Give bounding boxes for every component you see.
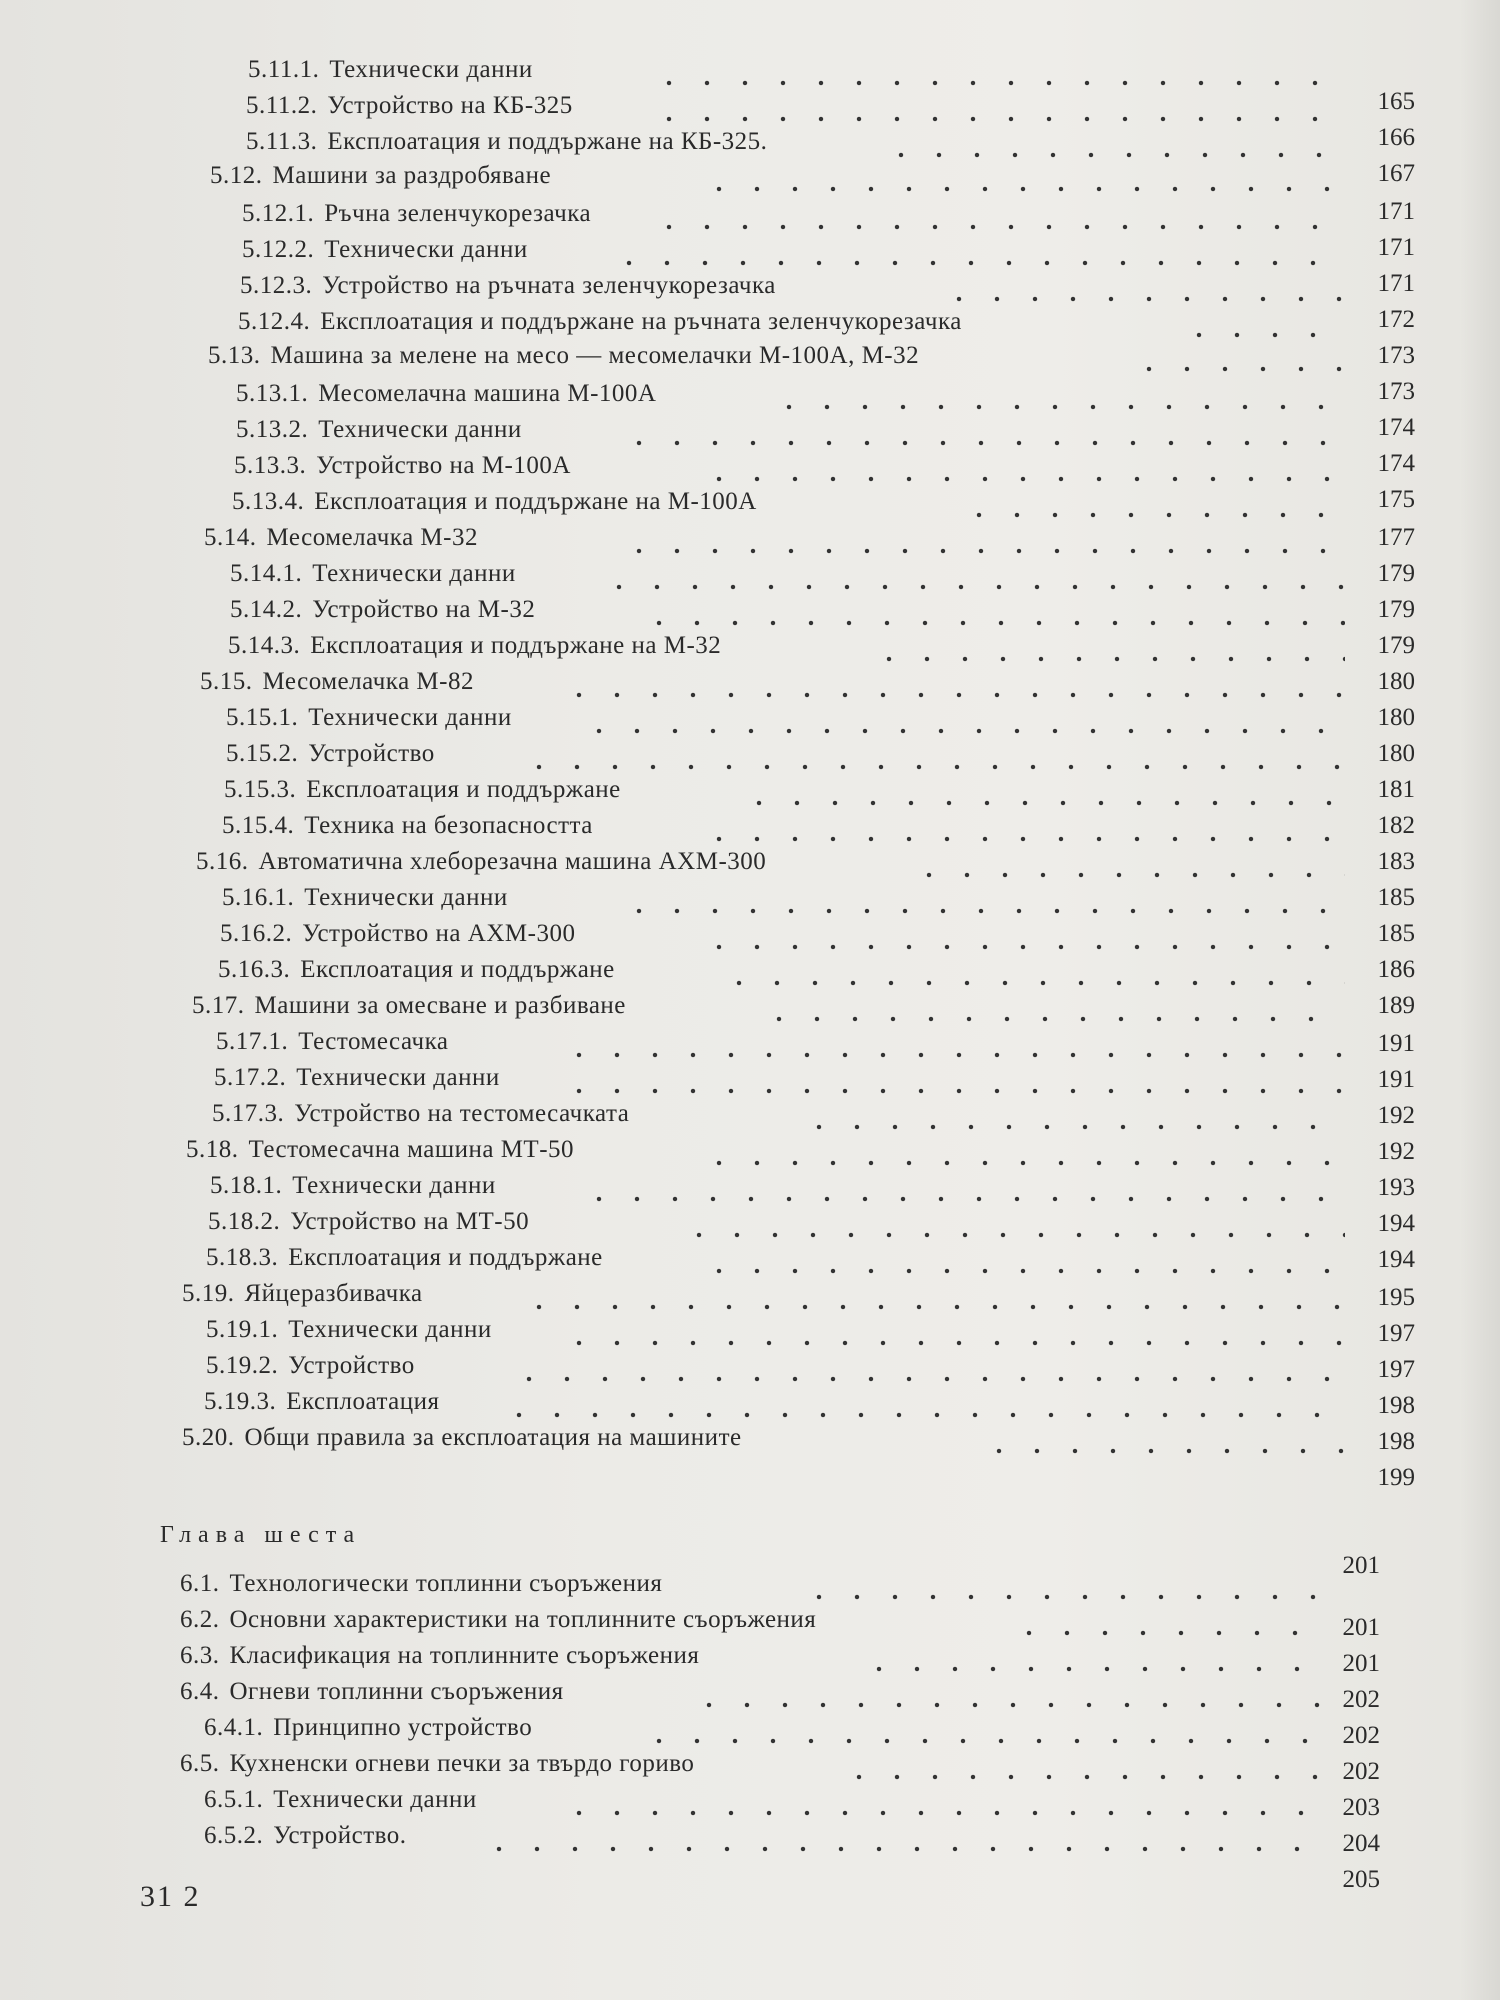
entry-title: Машина за мелене на месо — месомелачки М-100А, М-32 <box>270 342 920 369</box>
entry-title: Технически данни <box>288 1316 492 1343</box>
entry-title: Автоматична хлеборезачна машина АХМ-300 <box>258 848 767 875</box>
page-number: 201 <box>1342 1650 1380 1677</box>
page-number: 202 <box>1342 1686 1380 1713</box>
entry-number: 5.19.1. <box>206 1316 279 1343</box>
page-number: 180 <box>1377 668 1415 695</box>
entry-number: 5.13. <box>208 342 261 369</box>
entry-number: 5.16.3. <box>218 956 291 983</box>
page-number: 185 <box>1377 920 1415 947</box>
entry-title: Устройство на М-100А <box>316 452 571 479</box>
entry-number: 6.5.2. <box>204 1822 264 1849</box>
page-number: 171 <box>1377 198 1415 225</box>
page-number: 175 <box>1377 486 1415 513</box>
entry-title: Експлоатация и поддържане на М-32 <box>310 632 722 659</box>
entry-number: 5.17.3. <box>212 1100 285 1127</box>
entry-title: Устройство на КБ-325 <box>327 92 573 119</box>
page-number: 194 <box>1377 1210 1415 1237</box>
page-number: 189 <box>1377 992 1415 1019</box>
entry-number: 5.17.2. <box>214 1064 287 1091</box>
page-number: 194 <box>1377 1246 1415 1273</box>
page-number: 195 <box>1377 1284 1415 1311</box>
entry-number: 5.14. <box>204 524 257 551</box>
page-number: 173 <box>1377 342 1415 369</box>
entry-number: 5.13.3. <box>234 452 307 479</box>
page-number: 165 <box>1377 88 1415 115</box>
page-number: 199 <box>1377 1464 1415 1491</box>
entry-title: Технически данни <box>292 1172 496 1199</box>
entry-title: Общи правила за експлоатация на машините <box>244 1424 742 1451</box>
page-number: 203 <box>1342 1794 1380 1821</box>
entry-number: 5.11.2. <box>246 92 318 119</box>
entry-number: 5.12.3. <box>240 272 313 299</box>
page-number: 183 <box>1377 848 1415 875</box>
entry-number: 5.14.2. <box>230 596 303 623</box>
entry-number: 5.12.2. <box>242 236 315 263</box>
page-number: 180 <box>1377 704 1415 731</box>
entry-number: 5.15. <box>200 668 253 695</box>
page-number: 177 <box>1377 524 1415 551</box>
entry-title: Устройство на М-32 <box>312 596 536 623</box>
page-number: 198 <box>1377 1392 1415 1419</box>
page-number: 172 <box>1377 306 1415 333</box>
page-number: 185 <box>1377 884 1415 911</box>
entry-number: 5.11.1. <box>248 56 320 83</box>
entry-title: Експлоатация и поддържане на М-100А <box>314 488 757 515</box>
page-number: 166 <box>1377 124 1415 151</box>
entry-number: 6.1. <box>180 1570 220 1597</box>
entry-number: 5.15.2. <box>226 740 299 767</box>
entry-number: 5.15.4. <box>222 812 295 839</box>
entry-title: Основни характеристики на топлинните съоръжения <box>229 1606 817 1633</box>
page-number: 204 <box>1342 1830 1380 1857</box>
page-number: 201 <box>1342 1552 1380 1579</box>
entry-title: Технически данни <box>296 1064 500 1091</box>
entry-title: Машини за омесване и разбиване <box>254 992 626 1019</box>
entry-title: Технически данни <box>273 1786 477 1813</box>
entry-title: Устройство <box>308 740 435 767</box>
entry-title: Експлоатация и поддържане <box>306 776 621 803</box>
entry-title: Яйцеразбивачка <box>244 1280 423 1307</box>
entry-title: Месомелачна машина М-100А <box>318 380 657 407</box>
page-number: 167 <box>1377 160 1415 187</box>
entry-number: 5.14.3. <box>228 632 301 659</box>
entry-number: 5.12.1. <box>242 200 315 227</box>
entry-number: 5.15.3. <box>224 776 297 803</box>
entry-number: 5.16.1. <box>222 884 295 911</box>
entry-title: Технически данни <box>304 884 508 911</box>
entry-title: Техника на безопасността <box>304 812 593 839</box>
entry-number: 5.16. <box>196 848 249 875</box>
entry-number: 5.19. <box>182 1280 235 1307</box>
page-number: 181 <box>1377 776 1415 803</box>
entry-title: Огневи топлинни съоръжения <box>229 1678 564 1705</box>
entry-title: Класификация на топлинните съоръжения <box>229 1642 700 1669</box>
entry-number: 5.17.1. <box>216 1028 289 1055</box>
page-number: 193 <box>1377 1174 1415 1201</box>
page-number: 202 <box>1342 1722 1380 1749</box>
page-number: 171 <box>1377 234 1415 261</box>
page-number: 179 <box>1377 632 1415 659</box>
entry-title: Устройство на тестомесачката <box>294 1100 630 1127</box>
entry-number: 5.17. <box>192 992 245 1019</box>
entry-number: 6.4.1. <box>204 1714 264 1741</box>
entry-title: Устройство на ръчната зеленчукорезачка <box>322 272 776 299</box>
page-number: 171 <box>1377 270 1415 297</box>
entry-number: 5.16.2. <box>220 920 293 947</box>
entry-number: 5.18.3. <box>206 1244 279 1271</box>
page-number: 191 <box>1377 1030 1415 1057</box>
page-number: 192 <box>1377 1102 1415 1129</box>
page-number: 202 <box>1342 1758 1380 1785</box>
entry-number: 6.4. <box>180 1678 220 1705</box>
entry-number: 5.19.2. <box>206 1352 279 1379</box>
page-number: 191 <box>1377 1066 1415 1093</box>
entry-number: 6.2. <box>180 1606 220 1633</box>
page-folio: 31 2 <box>140 1880 201 1913</box>
entry-number: 5.19.3. <box>204 1388 277 1415</box>
entry-title: Технически данни <box>308 704 512 731</box>
entry-number: 6.5. <box>180 1750 220 1777</box>
entry-title: Технически данни <box>329 56 533 83</box>
entry-title: Технически данни <box>324 236 528 263</box>
entry-title: Експлоатация и поддържане <box>288 1244 603 1271</box>
entry-title: Технологически топлинни съоръжения <box>229 1570 663 1597</box>
page-number: 180 <box>1377 740 1415 767</box>
entry-number: 5.12. <box>210 162 263 189</box>
page-number: 179 <box>1377 596 1415 623</box>
entry-number: 5.14.1. <box>230 560 303 587</box>
entry-number: 5.13.4. <box>232 488 305 515</box>
entry-number: 5.13.2. <box>236 416 309 443</box>
entry-number: 5.18.2. <box>208 1208 281 1235</box>
entry-title: Месомелачка М-82 <box>262 668 474 695</box>
entry-number: 5.12.4. <box>238 308 311 335</box>
entry-title: Тестомесачка <box>298 1028 449 1055</box>
entry-number: 6.5.1. <box>204 1786 264 1813</box>
entry-title: Устройство. <box>273 1822 407 1849</box>
entry-number: 5.20. <box>182 1424 235 1451</box>
entry-title: Технически данни <box>318 416 522 443</box>
entry-number: 5.15.1. <box>226 704 299 731</box>
entry-number: 5.11.3. <box>246 128 318 155</box>
page-number: 173 <box>1377 378 1415 405</box>
entry-title: Експлоатация и поддържане на ръчната зеленчукорезачка <box>320 308 962 335</box>
page-number: 197 <box>1377 1356 1415 1383</box>
page-number: 192 <box>1377 1138 1415 1165</box>
page-number: 198 <box>1377 1428 1415 1455</box>
entry-number: 5.18.1. <box>210 1172 283 1199</box>
page-number: 174 <box>1377 414 1415 441</box>
entry-title: Експлоатация и поддържане <box>300 956 615 983</box>
page-number: 201 <box>1342 1614 1380 1641</box>
entry-number: 5.18. <box>186 1136 239 1163</box>
page-number: 186 <box>1377 956 1415 983</box>
entry-number: 5.13.1. <box>236 380 309 407</box>
entry-title: Устройство <box>288 1352 415 1379</box>
entry-title: Технически данни <box>312 560 516 587</box>
entry-title: Тестомесачна машина МТ-50 <box>248 1136 575 1163</box>
entry-number: 6.3. <box>180 1642 220 1669</box>
chapter-heading: Глава шеста <box>160 1522 362 1548</box>
entry-title: Месомелачка М-32 <box>266 524 478 551</box>
entry-title: Принципно устройство <box>273 1714 533 1741</box>
entry-title: Експлоатация и поддържане на КБ-325. <box>327 128 768 155</box>
page-number: 197 <box>1377 1320 1415 1347</box>
page-number: 205 <box>1342 1866 1380 1893</box>
page-number: 179 <box>1377 560 1415 587</box>
entry-title: Експлоатация <box>286 1388 440 1415</box>
entry-title: Устройство на МТ-50 <box>290 1208 530 1235</box>
page-number: 182 <box>1377 812 1415 839</box>
entry-title: Кухненски огневи печки за твърдо гориво <box>229 1750 695 1777</box>
page-number: 174 <box>1377 450 1415 477</box>
entry-title: Ръчна зеленчукорезачка <box>324 200 592 227</box>
entry-title: Устройство на АХМ-300 <box>302 920 576 947</box>
entry-title: Машини за раздробяване <box>272 162 552 189</box>
